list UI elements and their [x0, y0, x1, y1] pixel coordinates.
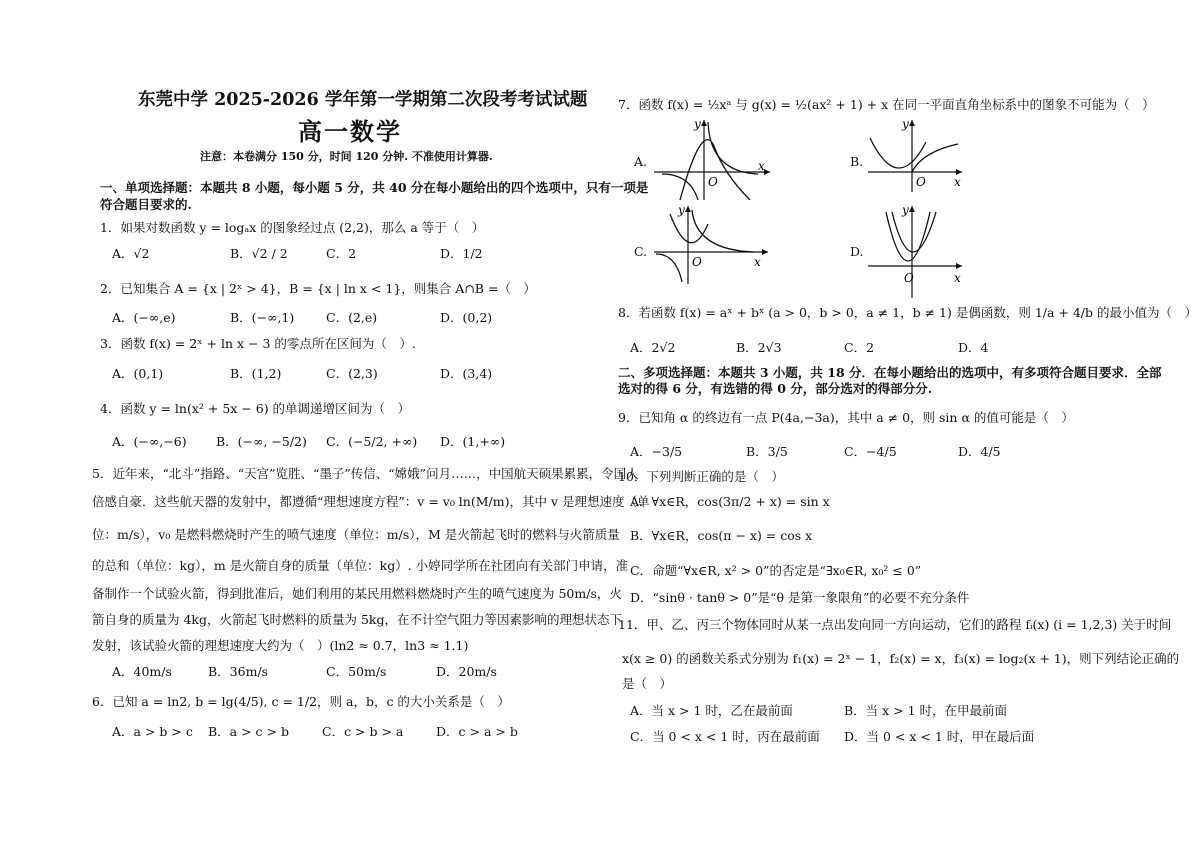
q5-line5: 备制作一个试验火箭，得到批准后，她们利用的某民用燃料燃烧时产生的喷气速度为 50m/s，火: [92, 586, 622, 601]
q11-option-b: B．当 x > 1 时，在甲最前面: [844, 703, 1008, 718]
q11-line1: 11．甲、乙、丙三个物体同时从某一点出发向同一方向运动，它们的路程 fᵢ(x) (i = 1,2,3) 关于时间: [618, 617, 1172, 632]
q7-graph-c-y-label: y: [678, 204, 685, 217]
q5-line7: 发射，该试验火箭的理想速度大约为（ ）(ln2 ≈ 0.7，ln3 ≈ 1.1): [92, 638, 469, 653]
q7-graph-b-origin: O: [916, 175, 926, 189]
q6-option-c: C．c > b > a: [322, 724, 404, 739]
q11-line2: x(x ≥ 0) 的函数关系式分别为 f₁(x) = 2ˣ − 1，f₂(x) = x，f₃(x) = log₂(x + 1)，则下列结论正确的: [622, 651, 1180, 666]
q5-line3: 位：m/s），v₀ 是燃料燃烧时产生的喷气速度（单位：m/s），M 是火箭起飞时的燃料与火箭质量: [92, 527, 620, 542]
q11-option-d: D．当 0 < x < 1 时，甲在最后面: [844, 729, 1035, 744]
q7-graph-a-y-label: y: [694, 117, 701, 131]
q7-graph-b-y-label: y: [902, 117, 909, 131]
exam-title: 东莞中学 2025-2026 学年第一学期第二次段考考试试题: [138, 90, 588, 110]
q3-option-b: B．(1,2): [230, 366, 282, 381]
q7-stem: 7．函数 f(x) = ½xᵃ 与 g(x) = ½(ax² + 1) + x 在同一平面直角坐标系中的图象不可能为（ ）: [618, 97, 1155, 112]
q7-graph-a-x-label: x: [758, 159, 765, 173]
q6-option-a: A．a > b > c: [112, 724, 193, 739]
q7-graph-c-label: C.: [634, 244, 648, 259]
q4-option-a: A．(−∞,−6): [112, 434, 187, 449]
q9-option-b: B．3/5: [746, 444, 788, 459]
q6-option-d: D．c > a > b: [436, 724, 518, 739]
q5-option-b: B．36m/s: [208, 664, 269, 679]
q1-stem: 1．如果对数函数 y = logₐx 的图象经过点 (2,2)，那么 a 等于（ ）: [100, 220, 485, 235]
q8-option-c: C．2: [844, 340, 875, 355]
q3-option-d: D．(3,4): [440, 366, 493, 381]
q7-graph-c: [654, 204, 774, 284]
q7-graph-a: [654, 116, 774, 200]
q1-option-d: D．1/2: [440, 246, 483, 261]
q1-option-b: B．√2 / 2: [230, 246, 288, 261]
q1-option-c: C．2: [326, 246, 357, 261]
q5-option-a: A．40m/s: [112, 664, 172, 679]
q10-option-c: C．命题“∀x∈R, x² > 0”的否定是“∃x₀∈R, x₀² ≤ 0”: [630, 563, 922, 578]
q9-stem: 9．已知角 α 的终边有一点 P(4a,−3a)，其中 a ≠ 0，则 sin α 的值可能是（ ）: [618, 410, 1074, 425]
q2-option-c: C．(2,e): [326, 310, 378, 325]
q2-option-b: B．(−∞,1): [230, 310, 295, 325]
q10-option-d: D．“sinθ · tanθ > 0”是“θ 是第一象限角”的必要不充分条件: [630, 590, 970, 605]
q11-option-a: A．当 x > 1 时，乙在最前面: [630, 703, 793, 718]
q9-option-d: D．4/5: [958, 444, 1001, 459]
q3-option-c: C．(2,3): [326, 366, 378, 381]
q4-option-b: B．(−∞, −5/2): [216, 434, 307, 449]
q7-graph-d-origin: O: [904, 271, 914, 285]
q5-line2: 倍感自豪．这些航天器的发射中，都遵循“理想速度方程”：v = v₀ ln(M/m)，其中 v 是理想速度（单: [92, 494, 650, 509]
q4-option-c: C．(−5/2, +∞): [326, 434, 418, 449]
q7-graph-d-y-label: y: [902, 203, 909, 217]
q3-stem: 3．函数 f(x) = 2ˣ + ln x − 3 的零点所在区间为（ ）.: [100, 336, 416, 351]
q5-line4: 的总和（单位：kg），m 是火箭自身的质量（单位：kg）. 小婷同学所在社团向有关部门申请，准: [92, 558, 629, 573]
q7-graph-d-x-label: x: [954, 271, 961, 285]
q4-stem: 4．函数 y = ln(x² + 5x − 6) 的单调递增区间为（ ）: [100, 401, 411, 416]
q10-stem: 10．下列判断正确的是（ ）: [618, 469, 784, 484]
q5-option-c: C．50m/s: [326, 664, 387, 679]
q7-graph-d-label: D.: [850, 244, 864, 259]
q10-option-a: A．∀x∈R，cos(3π/2 + x) = sin x: [630, 494, 830, 509]
q5-line6: 箭自身的质量为 4kg，火箭起飞时燃料的质量为 5kg，在不计空气阻力等因素影响的理想状态下: [92, 612, 623, 627]
exam-subject: 高一数学: [298, 117, 402, 146]
section1-line2: 符合题目要求的.: [100, 197, 192, 212]
q7-graph-a-label: A.: [634, 154, 648, 169]
q7-graph-d: [868, 202, 968, 298]
q8-option-b: B．2√3: [736, 340, 782, 355]
q11-line3: 是（ ）: [622, 676, 673, 691]
q7-graph-b-x-label: x: [954, 175, 961, 189]
q11-option-c: C．当 0 < x < 1 时，丙在最前面: [630, 729, 820, 744]
q5-option-d: D．20m/s: [436, 664, 497, 679]
q8-stem: 8．若函数 f(x) = aˣ + bˣ (a > 0，b > 0，a ≠ 1，b ≠ 1) 是偶函数，则 1/a + 4/b 的最小值为（ ）: [618, 305, 1197, 320]
exam-note: 注意：本卷满分 150 分，时间 120 分钟. 不准使用计算器.: [200, 150, 493, 163]
section2-line1: 二、多项选择题：本题共 3 小题，共 18 分．在每小题给出的选项中，有多项符合题目要求．全部: [618, 365, 1162, 380]
q9-option-c: C．−4/5: [844, 444, 897, 459]
q7-graph-b-label: B.: [850, 154, 864, 169]
q6-stem: 6．已知 a = ln2, b = lg(4/5), c = 1/2，则 a，b，c 的大小关系是（ ）: [92, 694, 510, 709]
q10-option-b: B．∀x∈R，cos(π − x) = cos x: [630, 528, 813, 543]
q8-option-d: D．4: [958, 340, 989, 355]
q3-option-a: A．(0,1): [112, 366, 164, 381]
q7-graph-c-x-label: x: [754, 255, 761, 269]
q1-option-a: A．√2: [112, 246, 150, 261]
q9-option-a: A．−3/5: [630, 444, 683, 459]
section1-line1: 一、单项选择题：本题共 8 小题，每小题 5 分，共 40 分在每小题给出的四个选项中，只有一项是: [100, 180, 649, 195]
section2-line2: 选对的得 6 分，有选错的得 0 分，部分选对的得部分分.: [618, 381, 933, 396]
q2-option-a: A．(−∞,e): [112, 310, 176, 325]
q6-option-b: B．a > c > b: [208, 724, 289, 739]
q2-stem: 2．已知集合 A = {x | 2ˣ > 4}，B = {x | ln x < 1}，则集合 A∩B =（ ）: [100, 281, 536, 296]
q7-graph-b: [868, 116, 968, 192]
q2-option-d: D．(0,2): [440, 310, 493, 325]
q7-graph-c-origin: O: [692, 255, 702, 269]
q5-line1: 5．近年来，“北斗”指路、“天宫”览胜、“墨子”传信、“嫦娥”问月……，中国航天硕果累累，令国人: [92, 466, 639, 481]
q4-option-d: D．(1,+∞): [440, 434, 506, 449]
q7-graph-a-origin: O: [708, 175, 718, 189]
q8-option-a: A．2√2: [630, 340, 676, 355]
